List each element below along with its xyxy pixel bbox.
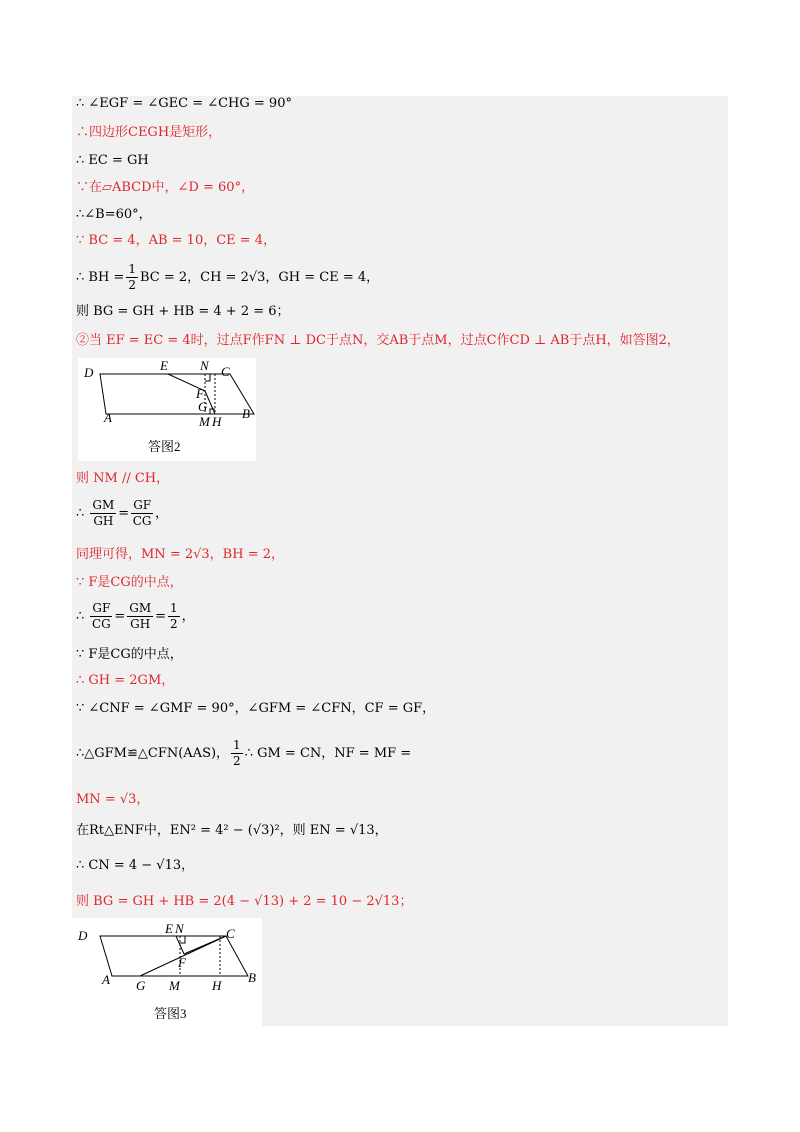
fraction-numerator: GF: [92, 601, 111, 615]
fraction-denominator: CG: [132, 514, 152, 528]
fraction-denominator: CG: [91, 617, 111, 631]
text-line-11: 同理可得，MN = 2√3，BH = 2，: [76, 547, 284, 562]
fraction-denominator: 2: [170, 617, 178, 631]
figure-3: [72, 918, 262, 1026]
fraction-half: [126, 262, 138, 293]
fig3-label-A: A: [102, 972, 110, 987]
fig2-label-N: N: [200, 358, 209, 373]
fraction-gf-cg-2: [90, 601, 112, 632]
fig3-label-D: D: [78, 928, 88, 943]
text-line-9: ②当 EF = EC = 4时，过点F作FN ⊥ DC于点N，交AB于点M，过点C作CD ⊥ AB于点H，如答图2，: [76, 333, 680, 348]
fraction-gm-gh: [90, 498, 116, 529]
figure-2-diagram: [78, 358, 256, 461]
text-line-20: 则 BG = GH + HB = 2(4 − √13) + 2 = 10 − 2√13；: [76, 894, 413, 909]
fraction-denominator: 2: [233, 754, 241, 768]
fig3-label-F: F: [178, 955, 186, 970]
therefore-symbol: ∴: [76, 506, 89, 521]
text-line-ratio-2: [76, 601, 195, 632]
text-line-16-end: ∴ GM = CN，NF = MF =: [244, 746, 412, 761]
text-line-17: MN = √3，: [76, 792, 150, 807]
fraction-half-3: [231, 738, 243, 769]
text-line-19: ∴ CN = 4 − √13，: [76, 858, 195, 873]
fig3-label-B: B: [248, 970, 256, 985]
fig2-label-C: C: [221, 364, 230, 379]
fraction-numerator: 1: [170, 601, 178, 615]
text-line-16-start: ∴△GFM≌△CFN(AAS)，: [76, 746, 230, 761]
fig2-label-D: D: [84, 365, 94, 380]
fig3-label-H: H: [212, 978, 222, 993]
text-line-7-start: ∴ BH =: [76, 270, 125, 285]
fraction-denominator: GH: [93, 514, 114, 528]
text-line-3: ∴ EC = GH: [76, 153, 149, 168]
comma: ，: [155, 506, 169, 521]
fraction-numerator: GM: [92, 498, 115, 512]
text-line-18: 在Rt△ENF中，EN² = 4² − (√3)²，则 EN = √13，: [76, 823, 388, 838]
equals-sign-2: =: [155, 609, 167, 624]
fraction-half-2: [168, 601, 180, 632]
text-line-15: ∵ ∠CNF = ∠GMF = 90°，∠GFM = ∠CFN，CF = GF，: [76, 701, 436, 716]
fig2-label-E: E: [160, 358, 168, 373]
text-line-4: ∵在▱ABCD中，∠D = 60°，: [76, 180, 255, 195]
text-line-7-end: BC = 2，CH = 2√3，GH = CE = 4，: [139, 270, 380, 285]
equals-sign: =: [118, 506, 130, 521]
text-line-8: 则 BG = GH + HB = 4 + 2 = 6；: [76, 304, 290, 319]
text-line-16: [76, 738, 411, 769]
text-line-1: ∴ ∠EGF = ∠GEC = ∠CHG = 90°: [76, 96, 292, 111]
fraction-numerator: 1: [233, 738, 241, 752]
equals-sign: =: [114, 609, 126, 624]
therefore-symbol: ∴: [76, 609, 89, 624]
fraction-denominator: GH: [130, 617, 151, 631]
fig2-label-B: B: [242, 406, 250, 421]
fig2-label-M: M: [199, 414, 210, 429]
fraction-numerator: 1: [128, 262, 136, 276]
fig3-label-E: E: [165, 921, 173, 936]
fraction-gm-gh-2: [127, 601, 153, 632]
comma: ，: [181, 609, 195, 624]
fraction-numerator: GM: [129, 601, 152, 615]
fig3-label-G: G: [136, 978, 146, 993]
text-line-14: ∴ GH = 2GM，: [76, 673, 175, 688]
fig3-label-N: N: [175, 921, 184, 936]
text-line-2: ∴四边形CEGH是矩形，: [76, 125, 222, 140]
figure-3-diagram: [72, 918, 262, 1026]
fig2-label-G: G: [198, 399, 208, 414]
text-line-ratio-1: [76, 498, 168, 529]
fraction-numerator: GF: [133, 498, 152, 512]
text-line-12: ∵ F是CG的中点，: [76, 575, 183, 590]
text-line-5: ∴∠B=60°，: [76, 207, 152, 222]
fig2-label-H: H: [212, 414, 222, 429]
fraction-denominator: 2: [128, 278, 136, 292]
fig3-label-C: C: [226, 926, 235, 941]
fig2-label-F: F: [196, 386, 204, 401]
fig3-caption: 答图3: [154, 1006, 187, 1021]
text-line-6: ∵ BC = 4，AB = 10，CE = 4，: [76, 233, 277, 248]
fig2-caption: 答图2: [148, 439, 181, 454]
figure-2: [78, 358, 256, 461]
text-line-10: 则 NM // CH，: [76, 471, 170, 486]
text-line-7: [76, 262, 379, 293]
fraction-gf-cg: [131, 498, 153, 529]
fig3-label-M: M: [169, 978, 180, 993]
fig2-label-A: A: [104, 410, 112, 425]
text-line-13: ∵ F是CG的中点，: [76, 647, 183, 662]
